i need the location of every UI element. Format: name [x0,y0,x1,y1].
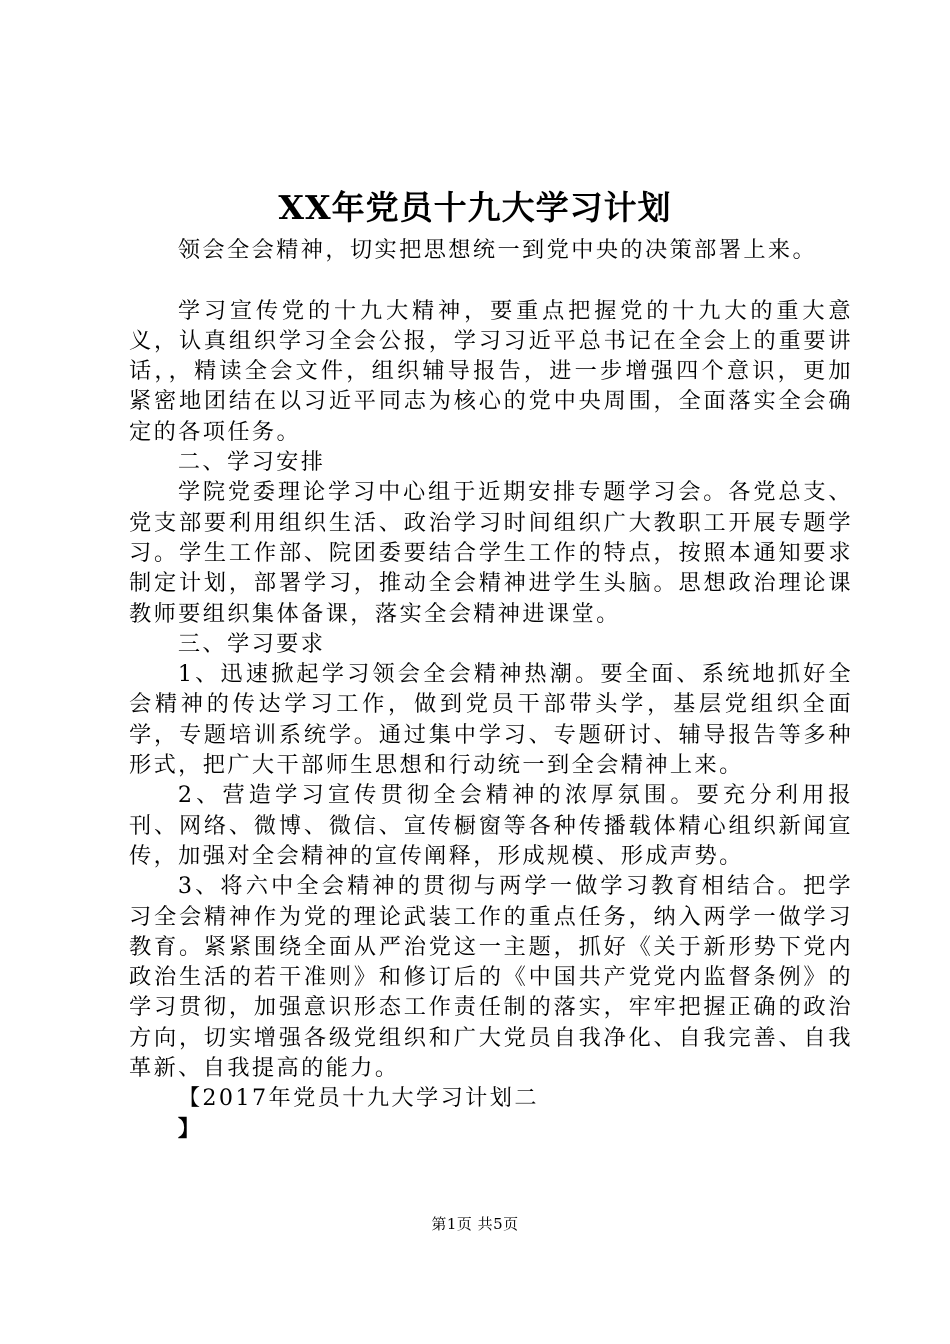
section-heading-arrangement: 二、学习安排 [177,449,326,476]
document-title: XX年党员十九大学习计划 [278,188,672,227]
intro-paragraph: 领会全会精神，切实把思想统一到党中央的决策部署上来。 [177,237,818,263]
closing-bracket: 】 [177,1115,203,1142]
body-paragraph: 学院党委理论学习中心组于近期安排专题学习会。各党总支、党支部要利用组织生活、政治学习时间组织广大教职工开展专题学习。学生工作部、院团委要结合学生工作的特点，按照本通知要求制定计划，部署学习，推动全会精神进学生头脑。思想政治理论课教师要组织集体备课，落实全会精神进课堂。 [129,479,853,627]
closing-title-line: 【2017年党员十九大学习计划二 [177,1085,539,1112]
page-number-footer: 第1页 共5页 [431,1215,519,1233]
section-heading-requirements: 三、学习要求 [177,630,326,657]
document-body [129,235,853,1144]
requirement-item-2: 2、营造学习宣传贯彻全会精神的浓厚氛围。要充分利用报刊、网络、微博、微信、宣传橱窗等各种传播载体精心组织新闻宣传，加强对全会精神的宣传阐释，形成规模、形成声势。 [129,782,853,869]
requirement-item-1: 1、迅速掀起学习领会全会精神热潮。要全面、系统地抓好全会精神的传达学习工作，做到党员干部带头学，基层党组织全面学，专题培训系统学。通过集中学习、专题研讨、辅导报告等多种形式，把广大干部师生思想和行动统一到全会精神上来。 [129,661,853,779]
requirement-item-3: 3、将六中全会精神的贯彻与两学一做学习教育相结合。把学习全会精神作为党的理论武装工作的重点任务，纳入两学一做学习教育。紧紧围绕全面从严治党这一主题，抓好《关于新形势下党内政治生活的若干准则》和修订后的《中国共产党党内监督条例》的学习贯彻，加强意识形态工作责任制的落实，牢牢把握正确的政治方向，切实增强各级党组织和广大党员自我净化、自我完善、自我革新、自我提高的能力。 [129,873,853,1082]
body-paragraph: 学习宣传党的十九大精神，要重点把握党的十九大的重大意义，认真组织学习全会公报，学习习近平总书记在全会上的重要讲话，，精读全会文件，组织辅导报告，进一步增强四个意识，更加紧密地团结在以习近平同志为核心的党中央周围，全面落实全会确定的各项任务。 [129,297,853,445]
